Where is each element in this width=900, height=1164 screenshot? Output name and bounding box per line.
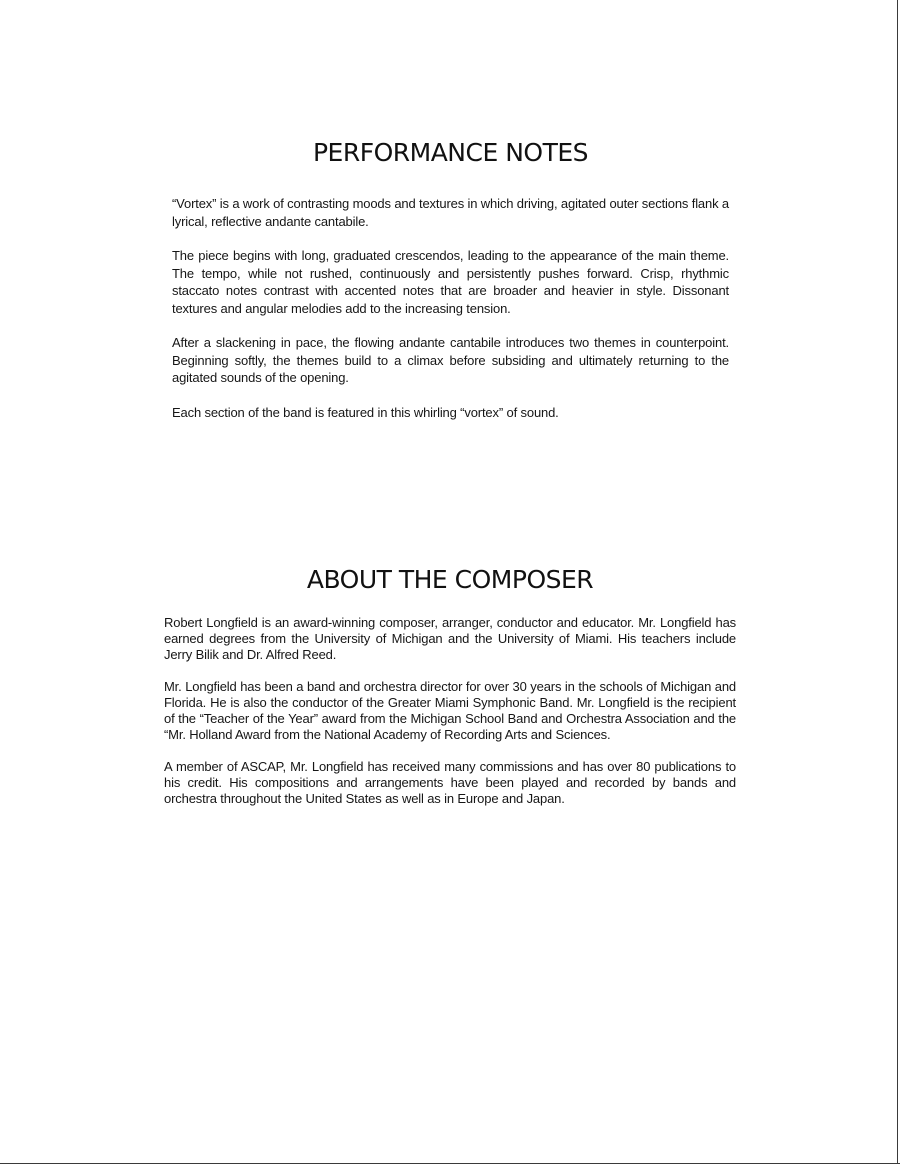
performance-notes-paragraph-4: Each section of the band is featured in this whirling “vortex” of sound. <box>172 404 559 420</box>
about-composer-paragraph-1: Robert Longfield is an award-winning composer, arranger, conductor and educator. Mr. Longfield has earned degrees from the University of Michigan and the University of Miami. His teachers include Jerry Bilik and Dr. Alfred Reed. <box>164 615 736 662</box>
about-composer-heading: ABOUT THE COMPOSER <box>306 565 594 594</box>
performance-notes-paragraph-2: The piece begins with long, graduated crescendos, leading to the appearance of the main theme. The tempo, while not rushed, continuously and persistently pushes forward. Crisp, rhythmic staccato notes contrast with accented notes that are broader and heavier in style. Dissonant textures and angular melodies add to the increasing tension. <box>172 248 729 316</box>
about-composer-paragraph-3: A member of ASCAP, Mr. Longfield has received many commissions and has over 80 publications to his credit. His compositions and arrangements have been played and recorded by bands and orchestra throughout the United States as well as in Europe and Japan. <box>164 759 736 806</box>
performance-notes-paragraph-1: “Vortex” is a work of contrasting moods and textures in which driving, agitated outer sections flank a lyrical, reflective andante cantabile. <box>172 196 729 229</box>
page-edge-right <box>897 0 898 1164</box>
performance-notes-section <box>172 138 729 421</box>
about-composer-paragraph-2: Mr. Longfield has been a band and orchestra director for over 30 years in the schools of Michigan and Florida. He is also the conductor of the Greater Miami Symphonic Band. Mr. Longfield is the recipient of the “Teacher of the Year” award from the Michigan School Band and Orchestra Association and the “Mr. Holland Award from the National Academy of Recording Arts and Sciences. <box>164 679 736 742</box>
performance-notes-paragraph-3: After a slackening in pace, the flowing andante cantabile introduces two themes in counterpoint. Beginning softly, the themes build to a climax before subsiding and ultimately returning to the agitated sounds of the opening. <box>172 335 729 385</box>
performance-notes-heading: PERFORMANCE NOTES <box>312 138 589 167</box>
about-composer-section <box>164 565 736 807</box>
